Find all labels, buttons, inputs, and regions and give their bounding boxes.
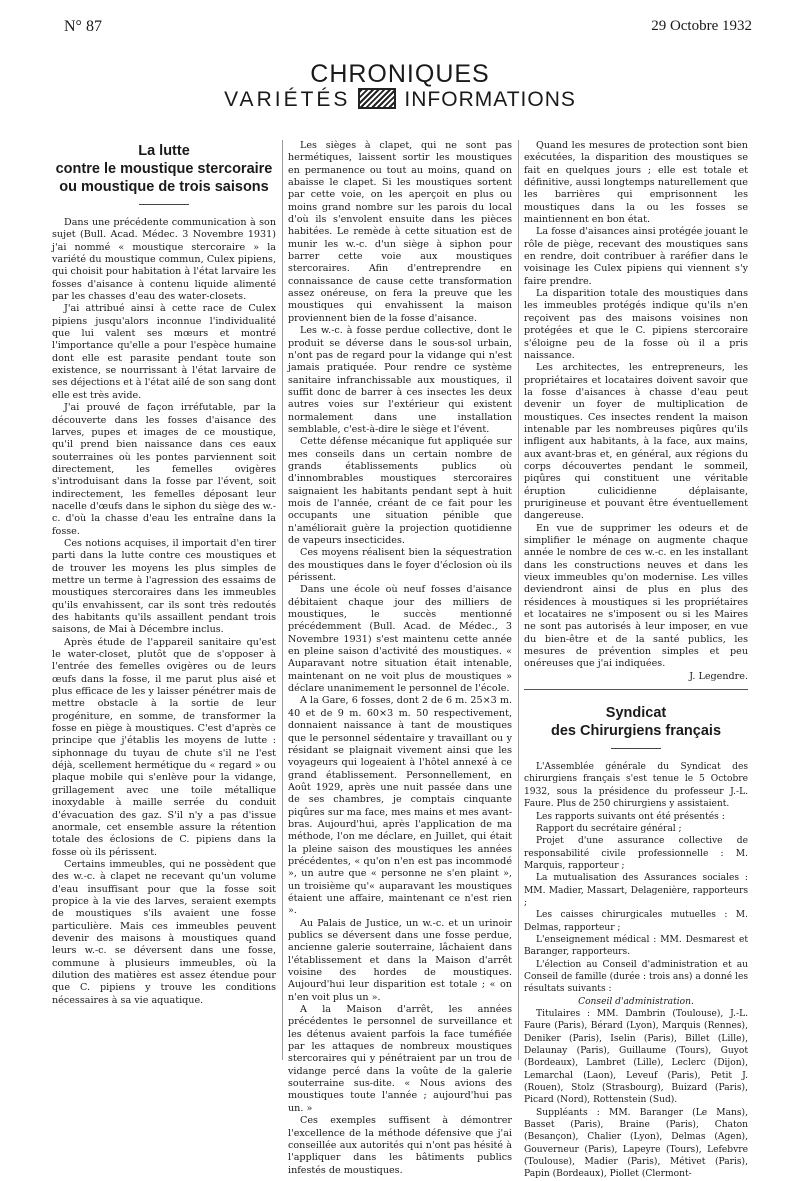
paragraph: L'élection au Conseil d'administration et au Conseil de famille (durée : trois ans) a donné les résultats suivants : xyxy=(524,959,748,995)
paragraph: Les architectes, les entrepreneurs, les propriétaires et locataires doivent savoir que la fosse d'aisances à chasse d'eau peut devenir un foyer de multiplication de moustiques. Ces insectes rendent la maison intenable par les nombreuses piqûres qu'ils infligent aux habitants, à la face, aux mains, aux avant-bras et, en général, aux régions du corps découvertes pendant le sommeil, piqûres qui constituent une véritable éruption culicidienne déplaisante, prurigineuse et pouvant être éventuellement dangereuse. xyxy=(524,362,748,522)
masthead-left-word: VARIÉTÉS xyxy=(224,88,351,112)
member-list: Suppléants : MM. Baranger (Le Mans), Basset (Paris), Braine (Paris), Chaton (Besançon), Chalier (Lyon), Delmas (Agen), Gouverneur (Paris), Lapeyre (Tours), Lefebvre (Toulouse), Madier (Paris), Métivet (Paris), Papin (Bordeaux), Piollet (Clermont- xyxy=(524,1107,748,1180)
paragraph: Les w.-c. à fosse perdue collective, dont le produit se déverse dans le sous-sol urbain, n'ont pas de regard pour la vidange qui n'est jamais pratiquée. Pour rendre ce système sanitaire infranchissable aux moustiques, il suffit donc de barrer à ces insectes les deux autres voies sur l'extérieur qui existent normalement dans une installation semblable, c'est-à-dire le siège et l'évent. xyxy=(288,325,512,435)
paragraph: La disparition totale des moustiques dans les immeubles protégés indique qu'ils n'en reçoivent pas des maisons voisines non protégées et que le C. pipiens stercoraire s'éloigne peu de la fosse où il a pris naissance. xyxy=(524,288,748,361)
paragraph: Rapport du secrétaire général ; xyxy=(536,823,682,834)
paragraph: Ces exemples suffisent à démontrer l'excellence de la méthode défensive que j'ai conseillée aux autorités qui n'ont pas hésité à l'appliquer dans les bâtiments publics infestés de moustiques. xyxy=(288,1115,512,1176)
issue-number: N° 87 xyxy=(64,18,102,35)
paragraph: En vue de supprimer les odeurs et de simplifier le ménage on augmente chaque année le nombre de ces w.-c. en les installant dans les constructions neuves et dans les vieux immeubles qu'on modernise. Les villes deviendront ainsi de plus en plus des résidences à moustiques si les propriétaires et locataires ne s'imposent ou si les Maires ne sont pas autorisés à leur imposer, en vue du bien-être et de la santé publics, les mesures de prévention simples et peu onéreuses que j'ai indiquées. xyxy=(524,522,748,670)
paragraph: L'enseignement médical : MM. Desmarest et Baranger, rapporteurs. xyxy=(524,934,748,958)
masthead-title: CHRONIQUES xyxy=(310,60,490,88)
paragraph: J'ai prouvé de façon irréfutable, par la découverte dans les fosses d'aisance des larves, pupes et images de ce moustique, qu'il prend bien naissance dans ces eaux souterraines où les pontes parviennent soit directement, les femelles ovigères s'introduisant dans la fosse par l'évent, soit indirectement, les femelles déposant leur nacelle d'œufs dans le siphon du siège des w.-c. d'où la chasse d'eau les entraîne dans la fosse. xyxy=(52,402,276,537)
paragraph: Certains immeubles, qui ne possèdent que des w.-c. à clapet ne recevant qu'un volume d'eau insuffisant pour que la fosse soit propice à la vie des larves, seraient exempts de moustiques s'ils avaient une fosse particulière. Mais ces immeubles peuvent devenir des maisons à moustiques quand leurs w.-c. se déversent dans une fosse, commune à plusieurs immeubles, où la dilution des matières est assez étendue pour que C. pipiens y trouve les conditions nécessaires à sa vie aquatique. xyxy=(52,858,276,1006)
paragraph: Cette défense mécanique fut appliquée sur mes conseils dans un certain nombre de grands établissements publics où d'innombrables moustiques stercoraires saignaient les habitants pendant sept à huit mois de l'année, créant de ce fait pour les occupants une situation pénible que n'améliorait guère la projection quotidienne de vapeurs insecticides. xyxy=(288,436,512,546)
paragraph: Ces notions acquises, il importait d'en tirer parti dans la lutte contre ces moustiques et de trouver les moyens les plus simples de mettre un terme à l'agression des essaims de moustiques stercoraires dans les immeubles qu'ils envahissent, car ils sont très redoutés des habitants qu'ils assaillent pendant trois saisons, de Mai à Décembre inclus. xyxy=(52,537,276,636)
title-line: des Chirurgiens français xyxy=(550,723,722,740)
paragraph: Les caisses chirurgicales mutuelles : M. Delmas, rapporteur ; xyxy=(524,910,748,933)
paragraph: Dans une école où neuf fosses d'aisance débitaient chaque jour des milliers de moustiques, le succès mentionné précédemment (Bull. Acad. de Médec., 3 Novembre 1931) s'est maintenu cette année en pleine saison d'activité des moustiques. « Auparavant notre situation était intenable, maintenant on ne voit plus de moustiques » déclare unanimement le personnel de l'école. xyxy=(288,584,512,695)
column-2 xyxy=(288,140,512,1177)
column-3 xyxy=(524,140,748,1181)
article-signature: J. Legendre. xyxy=(689,670,748,682)
paragraph: J'ai attribué ainsi à cette race de Culex pipiens jusqu'alors inconnue l'individualité que lui valent ses mœurs et montré l'importance qu'elle a pour l'espèce humaine dont elle est parasite pendant toute son existence, se nourrissant à l'état larvaire de ses déjections et à l'état ailé de son sang dont elle est très avide. xyxy=(52,303,276,401)
masthead-right-word: INFORMATIONS xyxy=(404,88,576,112)
column-rule xyxy=(282,140,283,1060)
issue-date: 29 Octobre 1932 xyxy=(651,18,752,34)
paragraph: Au Palais de Justice, un w.-c. et un urinoir publics se déversent dans une fosse perdue, ancienne galerie souterraine, lâchaient dans l'établissement et dans la Maison d'arrêt voisine des hordes de moustiques. Aujourd'hui leur disparition est totale ; « on n'en voit plus un ». xyxy=(288,917,512,1003)
paragraph: Les sièges à clapet, qui ne sont pas hermétiques, laissent sortir les moustiques en permanence ou tout au moins, quand on abaisse le clapet. Si les moustiques sortent par cette voie, on les aperçoit en plus ou moins grand nombre sur les parois du local d'où ils s'envolent ensuite dans les pièces habitées. Le remède à cette situation est de munir les w.-c. d'un siège à siphon pour barrer cette voie aux moustiques stercoraires. Afin d'entreprendre en connaissance de cause cette transformation assez onéreuse, on fera la preuve que les moustiques qui envahissent la maison proviennent bien de la fosse d'aisance. xyxy=(288,140,512,324)
title-separator xyxy=(139,204,189,205)
paragraph: Après étude de l'appareil sanitaire qu'est le water-closet, plutôt que de s'opposer à l'entrée des femelles ovigères ou de leurs œufs dans la fosse, il me parut plus aisé et plus efficace de les y laisser pénétrer mais de mettre obstacle à la sortie de leur progéniture, en somme, de transformer la fosse en piège à moustiques. C'est d'après ce principe que j'établis les moyens de lutte : siphonnage du tuyau de chute s'il ne l'est déjà, scellement hermétique du « regard » ou plaque mobile qui s'enlève pour la vidange, grillagement avec une toile métallique inoxydable à maille serrée du conduit d'évacuation des gaz. S'il n'y a pas d'issue anormale, cet ensemble assure la rétention totale des éclosions de C. pipiens dans la fosse où ils périssent. xyxy=(52,636,276,858)
title-line: contre le moustique stercoraire xyxy=(55,161,273,177)
paragraph: L'Assemblée générale du Syndicat des chirurgiens français s'est tenue le 5 Octobre 1932, sous la présidence du professeur J.-L. Faure. Plus de 250 chirurgiens y assistaient. xyxy=(524,762,748,810)
paragraph: Projet d'une assurance collective de responsabilité civile professionnelle : M. Marquis, rapporteur ; xyxy=(524,836,748,871)
title-separator xyxy=(611,748,661,749)
paragraph: Dans une précédente communication à son sujet (Bull. Acad. Médec. 3 Novembre 1931) j'ai nommé « moustique stercoraire » la variété du moustique commun, Culex pipiens, qui choisit pour habitation à l'état larvaire les fosses d'aisance à contenu liquide alimenté par les chasses d'eau des water-closets. xyxy=(52,217,276,303)
paragraph: A la Gare, 6 fosses, dont 2 de 6 m. 25×3 m. 40 et de 9 m. 60×3 m. 50 respectivement, donnaient naissance à tant de moustiques que le personnel sédentaire y travaillant ou y résidant se plaignait vivement ainsi que les voyageurs qui logeaient à l'hôtel annexé à ce grand établissement. Personnellement, en Août 1929, après une nuit passée dans une de ses chambres, je comptais cinquante piqûres sur ma face, mes mains et mes avant-bras. Aujourd'hui, après l'application de ma méthode, l'on me déclare, en Juillet, qui était la pleine saison des moustiques les années précédentes, « qu'on n'en est pas incommodé », un autre que « personne ne s'en plaint », un troisième qu'« auparavant les moustiques étaient une affaire, maintenant ce n'est rien ». xyxy=(288,695,512,917)
paragraph: La fosse d'aisances ainsi protégée jouant le rôle de piège, recevant des moustiques sans en rendre, doit contribuer à raréfier dans le voisinage les Culex pipiens qui viennent s'y faire prendre. xyxy=(524,226,748,287)
article-separator xyxy=(524,689,748,690)
paragraph: Les rapports suivants ont été présentés : xyxy=(536,811,725,822)
title-line: La lutte xyxy=(138,143,190,159)
masthead-subtitle xyxy=(0,88,800,113)
article-title xyxy=(524,704,748,740)
masthead-logo-icon xyxy=(358,88,396,109)
paragraph: Ces moyens réalisent bien la séquestration des moustiques dans le foyer d'éclosion où ils périssent. xyxy=(288,547,512,584)
paragraph: Quand les mesures de protection sont bien exécutées, la disparition des moustiques se fait en quelques jours ; elle est totale et définitive, aussi longtemps naturellement que les barrières qui emprisonnent les moustiques dans la ou les fosses se maintiennent en bon état. xyxy=(524,140,748,226)
article-title xyxy=(52,142,276,196)
title-line: Syndicat xyxy=(605,705,667,722)
paragraph: La mutualisation des Assurances sociales : MM. Madier, Massart, Delagenière, rapporteurs ; xyxy=(524,873,748,908)
column-1 xyxy=(52,140,276,1007)
syndicat-body xyxy=(524,761,748,1181)
column-rule xyxy=(518,140,519,1060)
paragraph: A la Maison d'arrêt, les années précédentes le personnel de surveillance et les détenus avaient parfois la face tuméfiée par les attaques de nombreux moustiques stercoraires qui y pénétraient par un trou de vidange percé dans la voûte de la galerie souterraine sus-dite. « Nous avions des moustiques toute l'année ; aujourd'hui pas un. » xyxy=(288,1004,512,1114)
member-list: Titulaires : MM. Dambrin (Toulouse), J.-L. Faure (Paris), Bérard (Lyon), Marquis (Rennes), Deniker (Paris), Iselin (Paris), Billet (Lille), Delaunay (Paris), Guillaume (Tours), Guyot (Bordeaux), Lambret (Lille), Leclerc (Dijon), Lemarchal (Laon), Leveuf (Paris), Petit J. (Rouen), Stolz (Strasbourg), Buizard (Paris), Picard (Nord), Rottenstein (Sud). xyxy=(524,1009,748,1106)
title-line: ou moustique de trois saisons xyxy=(59,179,269,195)
subheading: Conseil d'administration. xyxy=(578,996,694,1007)
